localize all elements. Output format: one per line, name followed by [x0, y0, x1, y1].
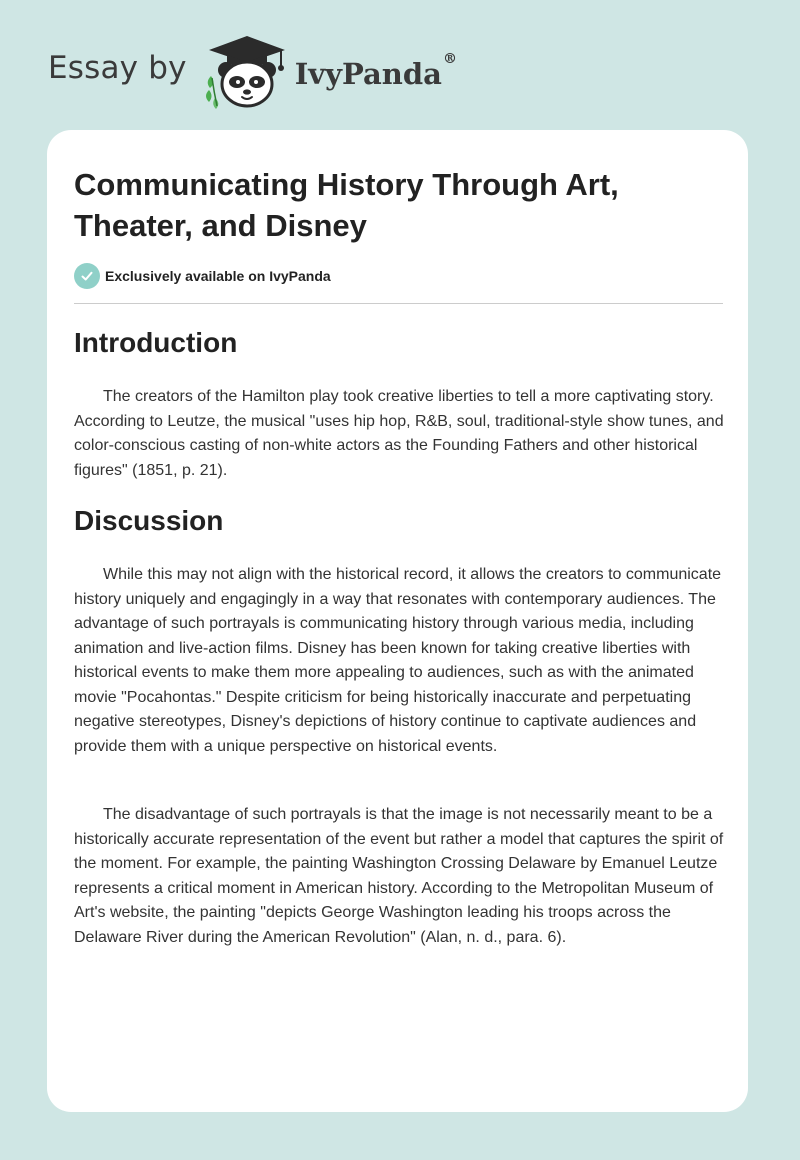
- essay-title: Communicating History Through Art, Theater, and Disney: [74, 167, 619, 243]
- paragraph: The disadvantage of such portrayals is that the image is not necessarily meant to be a historically accurate representation of the event but rather a model that captures the spirit of the moment. For example, the painting Washington Crossing Delaware by Emanuel Leutze represents a critical moment in American history. According to the Metropolitan Museum of Art's website, the painting "depicts George Washington leading his troops across the Delaware River during the American Revolution" (Alan, n. d., para. 6).: [74, 806, 724, 946]
- divider: [74, 303, 723, 304]
- check-icon: [74, 263, 100, 289]
- panda-graduate-icon: [201, 32, 293, 112]
- registered-mark: ®: [442, 51, 457, 67]
- section-heading-discussion: Discussion: [74, 505, 224, 536]
- exclusive-label: Exclusively available on IvyPanda: [105, 268, 331, 284]
- exclusive-badge: [74, 263, 331, 289]
- paragraph: While this may not align with the historical record, it allows the creators to communicate history uniquely and engagingly in a way that resonates with contemporary audiences. The advantage of such portrayals is communicating history through various media, including animation and live-action films. Disney has been known for taking creative liberties with historical events to make them more appealing to audiences, such as with the animated movie "Pocahontas." Despite criticism for being historically inaccurate and perpetuating negative stereotypes, Disney's depictions of history continue to captivate audiences and provide them with a unique perspective on historical events.: [74, 566, 722, 755]
- brand-name: IvyPanda®: [294, 51, 457, 91]
- brand-prefix: Essay by: [48, 50, 187, 86]
- section-heading-introduction: Introduction: [74, 327, 238, 358]
- essay-card: [47, 130, 748, 1112]
- paragraph: The creators of the Hamilton play took creative liberties to tell a more captivating story. According to Leutze, the musical "uses hip hop, R&B, soul, traditional-style show tunes, and color-conscious casting of non-white actors as the Founding Fathers and other historical figures" (1851, p. 21).: [74, 388, 724, 479]
- brand-header: [48, 32, 457, 112]
